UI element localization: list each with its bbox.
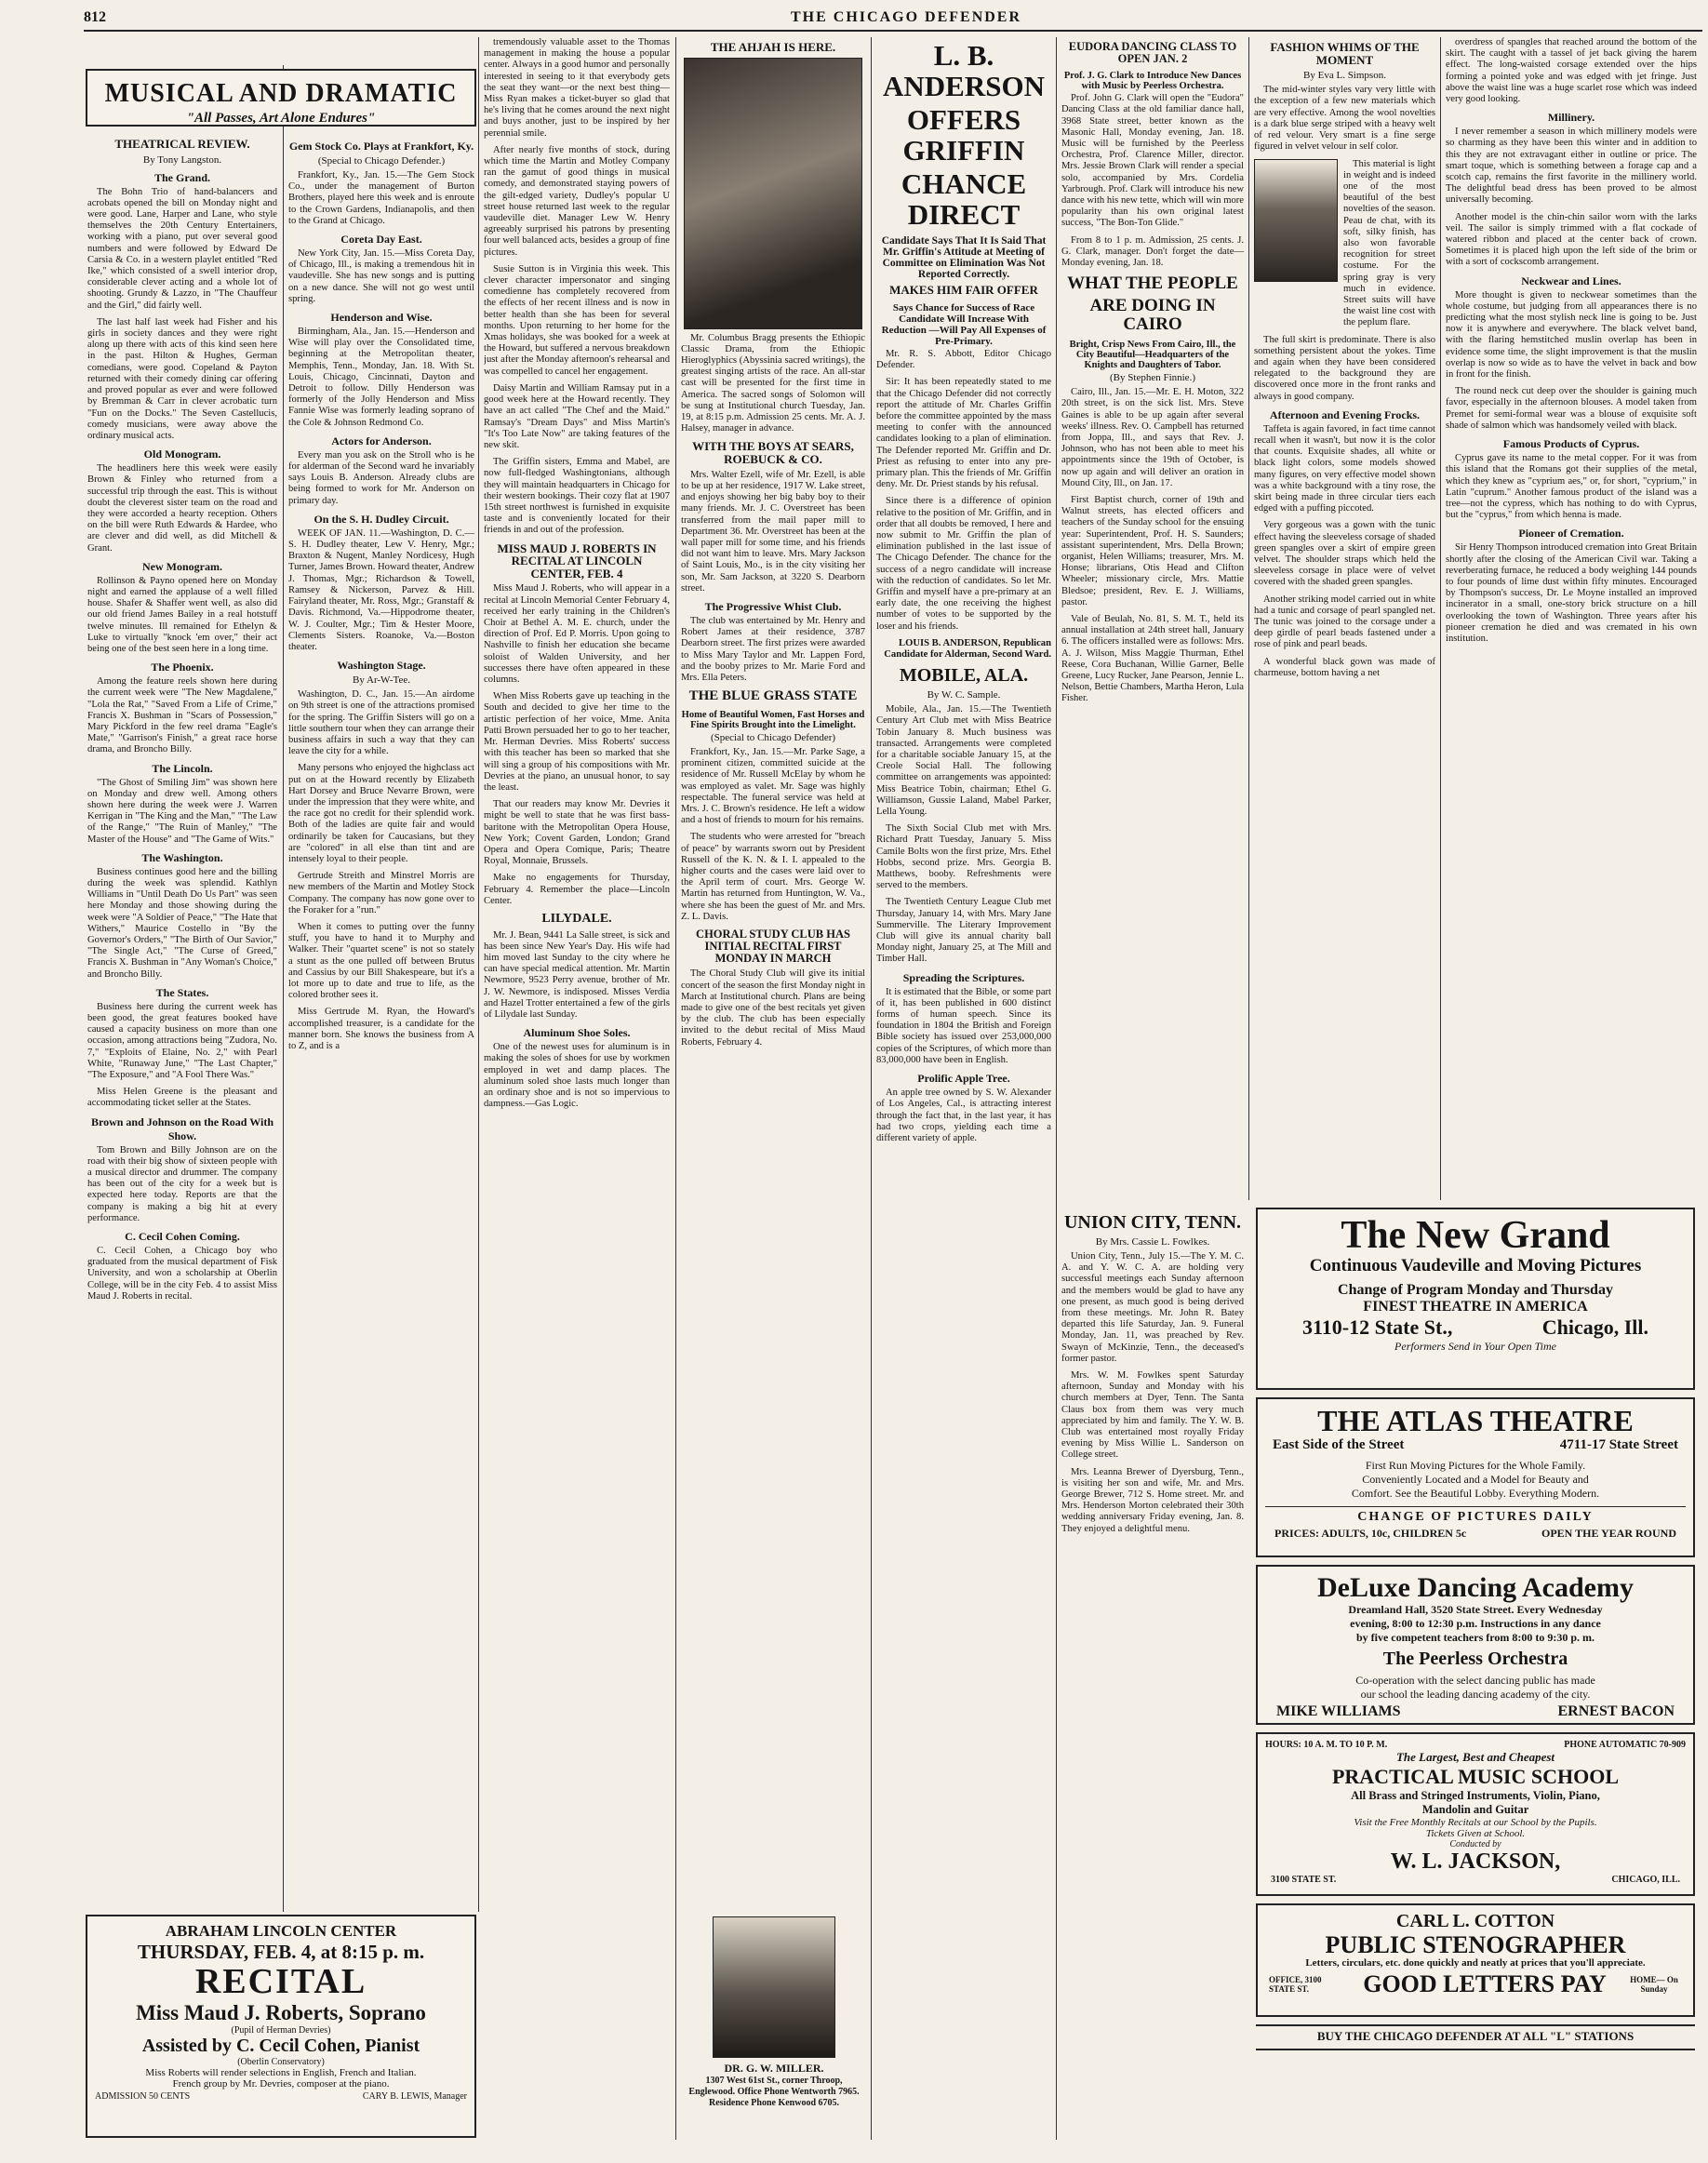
- article-paragraph: tremendously valuable asset to the Thomas management in making the house a popular center. Always in a good humor and personally interested in seeing to it that everybody gets the seat they want—or the next best thing—Miss Ryan makes a ticket-buyer so glad that he's living that he comes around the next night and buys another, just to be inspired by her perennial smile.: [484, 37, 670, 139]
- ad-open: OPEN THE YEAR ROUND: [1541, 1527, 1676, 1541]
- article-paragraph: After nearly five months of stock, during which time the Martin and Motley Company ran the gamut of good things in musical comedy, and demonstrated staying powers of the gilt-edged variety, Dudley's popular U street house returned last week to the regular vaudeville diet. Manager Lew W. Henry agreeably surprised his patrons by presenting four well balanced acts, besides a group of fine pictures.: [484, 144, 670, 258]
- subhead: Neckwear and Lines.: [1521, 274, 1621, 287]
- column-1: [87, 134, 277, 1906]
- article-paragraph: Miss Gertrude M. Ryan, the Howard's accomplished treasurer, is a candidate for the manner born. She knows the business from A to Z, and is a: [288, 1007, 474, 1051]
- ad-name: MIKE WILLIAMS: [1276, 1703, 1401, 1719]
- article-paragraph: Very gorgeous was a gown with the tunic effect having the sleeveless corsage of shaded green spangles over a skirt of empire green velvet. The shoulder straps which held the sleeveless corsage in place were of velvet covered with the shaded green spangles.: [1254, 520, 1435, 588]
- article-paragraph: New York City, Jan. 15.—Miss Coreta Day, of Chicago, Ill., is making a tremendous hit in vaudeville. She has new songs and is putting on a new dance. She will not go west until spring.: [288, 248, 474, 304]
- ad-prices: PRICES: ADULTS, 10c, CHILDREN 5c: [1274, 1527, 1467, 1541]
- byline: By Ar-W-Tee.: [353, 674, 410, 687]
- photo-caption: DR. G. W. MILLER.: [724, 2062, 824, 2075]
- ad-hours: HOURS: 10 A. M. TO 10 P. M.: [1265, 1740, 1388, 1750]
- ad-address-row: [1265, 1437, 1686, 1453]
- article-paragraph: The headliners here this week were easily Brown & Finley who returned from a successful trip through the east. This is without doubt the cleverest sister team on the road and they were accorded a hearty reception. Others on the bill were Ruth Edwards & Hardee, who are clever and did well, as did Mitchell & Grant.: [87, 463, 277, 554]
- ad-line: Conducted by: [1449, 1839, 1501, 1849]
- masthead: [84, 7, 1702, 32]
- article-paragraph: More thought is given to neckwear sometimes than the whole costume, but judging from all appearances there is no predicting what the most stylish neck line is going to be. Just now it is anywhere and everywhere. The black velvet band, with the flaring hemstitched muslin overlap has been in evidence some time, the slight improvement is that the muslin overlap is now so wide as to have the velvet in back and bow in front for the finish.: [1446, 289, 1697, 381]
- ad-line: All Brass and Stringed Instruments, Violin, Piano,: [1351, 1789, 1600, 1802]
- article-paragraph: Cairo, Ill., Jan. 15.—Mr. E. H. Moton, 322 20th street, is on the sick list. Mrs. Steve Gaines is able to be up again after several weeks' illness. Rev. O. Campbell has returned from Joppa, Ill., and says that Rev. J. Johnson, who has not been able to meet his appointments since the 19th of October, is now up again and will deliver an oration in Mound City, Ill., on Jan. 17.: [1061, 387, 1244, 488]
- byline: (By Stephen Finnie.): [1110, 372, 1195, 384]
- ad-title: PRACTICAL MUSIC SCHOOL: [1331, 1765, 1620, 1788]
- article-paragraph: First Baptist church, corner of 19th and Walnut streets, has elected officers and teachers of the Sunday school for the ensuing year: Superintendent, Prof. H. S. Saunders; assistant superintendent, Mrs. Della Brown; organist, Helen Williams; treasurer, Mrs. M. Honse; librarians, Otis Head and Clifton Wheeler; missionary circle, Mrs. Mattie Bledsoe; president, Rev. E. J. Williams, pastor.: [1061, 494, 1244, 608]
- article-paragraph: "The Ghost of Smiling Jim" was shown here on Monday and drew well. Among others shown here during the week were J. Warren Kerrigan in "The King and the Man," "The Law of the Range," "The Ruin of Manley," "The Master of the House" and "The Game of Wits.": [87, 777, 277, 845]
- subhead: Prof. J. G. Clark to Introduce New Dances with Music by Peerless Orchestra.: [1063, 71, 1242, 92]
- newspaper-name: THE CHICAGO DEFENDER: [791, 9, 1022, 25]
- subhead: Millinery.: [1547, 111, 1595, 125]
- column-rule: [871, 37, 872, 2140]
- ad-title: The New Grand: [1341, 1214, 1610, 1257]
- ad-hours-row: [1265, 1740, 1686, 1750]
- deluxe-dancing-ad: [1256, 1565, 1695, 1725]
- recital-date: THURSDAY, FEB. 4, at 8:15 p. m.: [137, 1941, 425, 1963]
- headline: CHANCE DIRECT: [901, 167, 1027, 231]
- subhead: Coreta Day East.: [340, 233, 422, 247]
- headline: THE BLUE GRASS STATE: [688, 688, 858, 704]
- headline: OFFERS GRIFFIN: [902, 103, 1025, 167]
- music-school-ad: [1256, 1732, 1695, 1896]
- ad-line: Visit the Free Monthly Recitals at our School by the Pupils.: [1354, 1817, 1597, 1828]
- subhead: New Monogram.: [142, 559, 222, 573]
- ad-line: our school the leading dancing academy of the city.: [1360, 1688, 1591, 1701]
- subhead: Pioneer of Cremation.: [1518, 527, 1624, 541]
- article-paragraph: Sir Henry Thompson introduced cremation into Great Britain shortly after the closing of the American Civil war. Taking a reverberating furnace, he reduced a body weighing 144 pounds to four pounds of lime dust within fifty minutes. Encouraged by Thompson's success, Dr. Le Moyne installed an improved incinerator in a small, one-story brick structure on a hill overlooking the town of Washington. Three years after his pioneer cremation he died and was cremated in his own institution.: [1446, 542, 1697, 644]
- footer-banner: BUY THE CHICAGO DEFENDER AT ALL "L" STATIONS: [1256, 2024, 1695, 2050]
- byline: By Mrs. Cassie L. Fowlkes.: [1095, 1236, 1210, 1248]
- new-grand-ad: [1256, 1208, 1695, 1390]
- headline: MAKES HIM FAIR OFFER: [889, 283, 1038, 298]
- ahjah-photo: [684, 58, 862, 329]
- subhead: Brown and Johnson on the Road With Show.: [90, 1115, 274, 1142]
- column-8: [1446, 37, 1697, 1195]
- headline: WITH THE BOYS AT SEARS, ROEBUCK & CO.: [692, 439, 854, 467]
- subhead: Henderson and Wise.: [330, 311, 433, 325]
- article-paragraph: WEEK OF JAN. 11.—Washington, D. C.—S. H. Dudley theater, Lew V. Henry, Mgr.; Braxton & Nugent, Manley Nordicesy, Hugh Turner, James Brown. Howard theater, Andrew J. Thomas, Mgr.; Richardson & Towell, Ramsey & Nickerson, Parvez & Hill. Fairyland theater, Mr. Ross, Mgr.; Granstaff & Davis. Richmond, Va.—Hippodrome theater, W. J. Coulter, Mgr.; Tim & Hester Moore, Clements Sisters. Roanoke, Va.—Boston theater.: [288, 527, 474, 652]
- article-paragraph: Vale of Beulah, No. 81, S. M. T., held its annual installation at 24th street hall, January 6. The officers installed were as follows: Mrs. A. J. Wilson, Miss Maggie Thurman, Ethel Reese, Cora Buchanan, Willie Garner, Belle Greene, Lucy Rucker, Jane Pearson, Jennie L. Nelson, Bettie Chambers, Martha Heron, Lula Fisher.: [1061, 613, 1244, 704]
- subhead: The Phoenix.: [151, 661, 214, 674]
- article-paragraph: Mrs. Walter Ezell, wife of Mr. Ezell, is able to be up at her residence, 1917 W. Lake street, and enjoys showing her big baby boy to their many friends. Mr. J. C. Overstreet has been transferred from the mail paper mill to Department 36. Mr. Overstreet has been at the wall paper mill for some time, and his friends did not want him to leave. Mrs. Mary Jackson of Saint Louis, Mo., is in the city visiting her son, Mr. Sam Jackson, at 3220 S. Dearborn street.: [681, 469, 865, 594]
- ad-name: CARL L. COTTON: [1395, 1911, 1555, 1931]
- article-paragraph: That our readers may know Mr. Devries it might be well to state that he was first bass-baritone with the Metropolitan Opera House, New York; Covent Garden, London; Grand Opera and Opera Comique, Paris; Theatre Royal, Monnaie, Brussels.: [484, 799, 670, 867]
- ad-office: OFFICE, 3100 STATE ST.: [1269, 1975, 1322, 1995]
- article-paragraph: Birmingham, Ala., Jan. 15.—Henderson and Wise will play over the Consolidated time, beginning at the Metropolitan theater, Memphis, Tenn., Monday, Jan. 18. With St. Louis, Chicago, Cincinnati, Dayton and Detroit to follow. Dilly Henderson was formerly of the Jolly Henderson and Miss Fannie Wise was formerly leading soprano of the Cole & Johnson Redmond Co.: [288, 327, 474, 428]
- article-paragraph: Mrs. Leanna Brewer of Dyersburg, Tenn., is visiting her son and wife, Mr. and Mrs. George Brewer, 712 S. Home street. Mr. and Mrs. Henderson Morton celebrated their 30th wedding anniversary Friday evening, Jan. 8. They enjoyed a delightful menu.: [1061, 1466, 1244, 1534]
- article-paragraph: overdress of spangles that reached around the bottom of the skirt. The caught with a tassel of jet back giving the harem effect. The long-waisted corsage extended over the hips forming a pointed yoke and was edged with jet fringe. Just above the waist line was a huge scarlet rose which was indeed very good looking.: [1446, 37, 1697, 105]
- ad-city: Chicago, Ill.: [1541, 1315, 1648, 1340]
- article-paragraph: When it comes to putting over the funny stuff, you have to hand it to Murphy and Walker. Their "quartet scene" is not so stately a stunt as the one pulled off between Brutus and Cassius by our Bill Shakespeare, but it's a lot more up to date and true to life, as the colored brother sees it.: [288, 921, 474, 1001]
- article-paragraph: Frankfort, Ky., Jan. 15.—The Gem Stock Co., under the management of Burton Brothers, played here this week and is enroute to the Crown Gardens, Indianapolis, and then to the Grand at Chicago.: [288, 170, 474, 226]
- subhead: Afternoon and Evening Frocks.: [1269, 407, 1421, 421]
- column-rule: [283, 65, 284, 1912]
- column-2: [288, 134, 474, 1906]
- article-paragraph: Another striking model carried out in white had a tunic and corsage of pearl spangled net. The tunic was joined to the corsage under a deep girdle of pearl beads fastened under a rose of pink and pearl beads.: [1254, 594, 1435, 650]
- article-paragraph: Since there is a difference of opinion relative to the position of Mr. Griffin, and in order that all doubts be removed, I here and now submit to Mr. Griffin the plan of elimination published in the last issue of The Chicago Defender. The chance for the success of a negro candidate will increase with the reduction of candidates. So let Mr. Griffin and myself have a pre-primary at an early date, the one receiving the highest number of votes to be supported by the loser and his friends.: [876, 496, 1051, 632]
- subhead: C. Cecil Cohen Coming.: [125, 1230, 240, 1244]
- article-paragraph: Washington, D. C., Jan. 15.—An airdome on 9th street is one of the attractions promised for the spring. The Griffin Sisters will go on a little southern tour when they can arrange their business affairs in such a way that they can leave the city for a while.: [288, 689, 474, 757]
- recital-footer: [95, 2091, 467, 2102]
- subhead: Old Monogram.: [143, 447, 221, 461]
- article-paragraph: It is estimated that the Bible, or some part of it, has been published in 600 distinct forms of human speech. Since its foundation in 1804 the British and Foreign Bible society has issued over 253,000,000 copies of the Scriptures, of which more than 83,000,000 have been in English.: [876, 986, 1051, 1065]
- page-number: 812: [84, 9, 106, 25]
- subhead: The Washington.: [141, 850, 223, 864]
- column-rule: [1440, 37, 1441, 1200]
- article-paragraph: Mobile, Ala., Jan. 15.—The Twentieth Century Art Club met with Miss Beatrice Tobin January 8. Much business was transacted. Arrangements were completed for a charitable sociable January 15, at the Creole Social Hall. The following committee on arrangements was appointed: Miss Beatrice Tobin, chairman; Ethel G. Williamson, Gussie Laland, Mabel Parker, Lella Young.: [876, 704, 1051, 818]
- ad-address: 3100 STATE ST.: [1271, 1875, 1337, 1885]
- dateline-tag: (Special to Chicago Defender.): [317, 155, 446, 167]
- article-paragraph: Cyprus gave its name to the metal copper. For it was from this island that the Romans got their supplies of the metal, which they knew as "cyprium aes," or, for short, "cyprium," in Latin "cuprum." Another famous product of the island was a tree—not the cypress, which has nothing to do with Cyprus, but the "cyprus," from which henna is made.: [1446, 453, 1697, 521]
- byline: By Tony Langston.: [142, 154, 222, 166]
- headline: LILYDALE.: [541, 911, 612, 926]
- column-rule: [1056, 37, 1057, 2140]
- ad-title: THE ATLAS THEATRE: [1317, 1404, 1634, 1437]
- ad-address-row: [1265, 1875, 1686, 1885]
- ad-slogan: GOOD LETTERS PAY: [1363, 1970, 1607, 1998]
- headline: WHAT THE PEOPLE: [1067, 274, 1238, 294]
- recital-admission: ADMISSION 50 CENTS: [95, 2090, 191, 2102]
- article-paragraph: Every man you ask on the Stroll who is he for alderman of the Second ward he invariably says Louis B. Anderson. Already clubs are being formed to work for Mr. Anderson on primary day.: [288, 449, 474, 506]
- article-paragraph: The Choral Study Club will give its initial concert of the season the first Monday night in March at Institutional church. Plans are being made to give one of the best recitals yet given by the club. The club has been especially invited to the debut recital of Miss Maud Roberts, February 4.: [681, 968, 865, 1048]
- ad-line: FINEST THEATRE IN AMERICA: [1363, 1299, 1588, 1315]
- byline: By Eva L. Simpson.: [1303, 70, 1386, 82]
- article-paragraph: Many persons who enjoyed the highclass act put on at the Howard recently by Elizabeth Hart Dorsey and Bruce Nevarre Brown, were under the impression that they were white, and the race got no credit for their splendid work. Both of the ladies are quite fair and would ordinarily be taken for Caucasians, but they are "colored" in all else than tint and are intensely loyal to their people.: [288, 763, 474, 864]
- article-paragraph: Among the feature reels shown here during the current week were "The New Magdalene," "Lola the Rat," "Saved From a Life of Crime," Francis X. Bushman in "Scars of Possession," Mary Pickford in the few reel drama "Eagle's Mate," "Garrison's Finish," a great race horse drama, and Broncho Billy.: [87, 676, 277, 755]
- article-paragraph: Frankfort, Ky., Jan. 15.—Mr. Parke Sage, a prominent citizen, committed suicide at the residence of Mr. Russell McElay by whom he was employed as valet. Mr. Sage was highly respectable. The funeral service was held at Mrs. J. C. Brown's residence. He left a widow and a host of friends to mourn for his remains.: [681, 746, 865, 826]
- ad-city: CHICAGO, ILL.: [1611, 1875, 1680, 1885]
- subhead: Says Chance for Success of Race Candidate Will Increase With Reduction —Will Pay All Expenses of Pre-Primary.: [881, 301, 1047, 347]
- article-paragraph: Mr. J. Bean, 9441 La Salle street, is sick and has been since New Year's Day. His wife had him moved last Sunday to the city where he can have special medical attention. Mr. Martin Newmore, 9523 Perry avenue, brother of Mr. J. W. Newmore, is indisposed. Misses Verdia and Hazel Trotter entertained a few of the girls of Lilydale last Sunday.: [484, 929, 670, 1021]
- article-paragraph: The Bohn Trio of hand-balancers and acrobats opened the bill on Monday night and were good. Lane, Harper and Lane, who style themselves the 20th Century Entertainers, working with a piano, put over several good numbers and were followed by Edward De Carsia & Co. in a western playlet entitled "Red Ike," which consisted of a swell interior drop, considerable clever acting and a whole lot of shooting. Grundy & Lazzo, in "The Chauffeur and the Girl," did fairly well.: [87, 186, 277, 311]
- headline: L. B. ANDERSON: [883, 39, 1045, 102]
- article-paragraph: The club was entertained by Mr. Henry and Robert James at their residence, 3787 Dearborn street. The first prizes were awarded to Miss Mary Taylor and Mr. Lappen Ford, and the booby prizes to Mr. Marie Ford and Mrs. Ella Peters.: [681, 615, 865, 683]
- article-paragraph: An apple tree owned by S. W. Alexander of Los Angeles, Cal., is attracting interest through the fact that, in the last year, it has had two crops, yielding each time a different variety of apple.: [876, 1088, 1051, 1143]
- article-paragraph: I never remember a season in which millinery models were so charming as they have been this winter and in addition to this they are not extravagant either in outline or price. The smart toque, which is something between a forage cap and a scotch cap, remains the first favorite in the millinery world. The delightful bead dress has been proved to be almost universally becoming.: [1446, 127, 1697, 206]
- article-paragraph: One of the newest uses for aluminum is in making the soles of shoes for use by workmen employed in wet and damp places. The aluminum soled shoe lasts much longer than an ordinary shoe and is not so impervious to dampness.—Gas Logic.: [484, 1042, 670, 1110]
- subhead: The Lincoln.: [152, 761, 213, 775]
- article-paragraph: Make no engagements for Thursday, February 4. Remember the place—Lincoln Center.: [484, 873, 670, 906]
- ad-home: HOME— On Sunday: [1630, 1975, 1678, 1995]
- recital-title: RECITAL: [194, 1962, 367, 2001]
- section-motto: "All Passes, Art Alone Endures": [186, 111, 376, 127]
- ad-line: Tickets Given at School.: [1425, 1828, 1526, 1839]
- article-paragraph: The Sixth Social Club met with Mrs. Richard Pratt Tuesday, January 5. Miss Camile Bolts won the first prize, Mrs. Ethel Hobbs, second prize. Mrs. Georgia B. Matthews, booby. Refreshments were served to the members.: [876, 823, 1051, 891]
- article-paragraph: Business here during the current week has been good, the great features booked have caused a capacity business on more than one occasion, among attractions being "Zudora, No. 7," "Exploits of Elaine, No. 2," with Pearl White, "Runaway June," "The Last Chapter," "The Exposure," and "A Fool There Was.": [87, 1001, 277, 1081]
- ad-line: Performers Send in Your Open Time: [1394, 1340, 1556, 1354]
- article-paragraph: Miss Maud J. Roberts, who will appear in a recital at Lincoln Memorial Center February 4, received her early training in the Children's Choir at Bethel A. M. E. church, under the direction of Prof. Ed P. Morris. Upon going to Nashville to finish her education she became soloist of Walden University, and her successes there have often appeared in these columns.: [484, 583, 670, 686]
- section-title: MUSICAL AND DRAMATIC: [104, 79, 458, 108]
- article-paragraph: The full skirt is predominate. There is also something persistent about the yokes. Time and again when they have been considered relegated to the background they are discovered once more in the front ranks and always in good company.: [1254, 334, 1435, 402]
- article-paragraph: When Miss Roberts gave up teaching in the South and decided to give her time to the artistic perfection of her voice, Mme. Anita Patti Brown persuaded her to go to her teacher, Mr. Herman Devries. Miss Roberts' success with this teacher has been so marked that she will sing a group of his compositions with Mr. Devries at the piano, an unusual honor, to say the least.: [484, 691, 670, 793]
- ad-line: Letters, circulars, etc. done quickly and neatly at prices that you'll appreciate.: [1305, 1957, 1646, 1969]
- ad-line: CHANGE OF PICTURES DAILY: [1265, 1506, 1686, 1525]
- section-header: [86, 69, 476, 127]
- column-6-lower: [1061, 1209, 1244, 2138]
- ad-address-row: [1265, 1315, 1686, 1340]
- recital-line: French group by Mr. Devries, composer at the piano.: [172, 2077, 390, 2090]
- article-paragraph: C. Cecil Cohen, a Chicago boy who graduated from the musical department of Fisk University, and won a scholarship at Oberlin College, will be in the city Feb. 4 to assist Miss Maud J. Roberts in recital.: [87, 1246, 277, 1302]
- headline: MOBILE, ALA.: [899, 665, 1029, 687]
- recital-pupil: (Pupil of Herman Devries): [231, 2024, 331, 2036]
- headline: CHORAL STUDY CLUB HAS INITIAL RECITAL FIRST MONDAY IN MARCH: [696, 928, 850, 966]
- recital-manager: CARY B. LEWIS, Manager: [362, 2090, 467, 2102]
- headline: FASHION WHIMS OF THE MOMENT: [1270, 40, 1420, 67]
- byline: By W. C. Sample.: [927, 689, 1001, 701]
- ad-title: PUBLIC STENOGRAPHER: [1325, 1931, 1626, 1958]
- ad-phone: PHONE AUTOMATIC 70-909: [1564, 1740, 1686, 1750]
- miller-photo-block: [683, 1916, 865, 2140]
- ad-line: Mandolin and Guitar: [1421, 1803, 1529, 1816]
- article-paragraph: Another model is the chin-chin sailor worn with the larks veil. The sailor is simply trimmed with a flat cockade of watered ribbon and placed at the center back of crown. Sometimes it is placed high upon the left side of the brim or with a sort of cockscomb arrangement.: [1446, 211, 1697, 268]
- subhead: Candidate Says That It Is Said That Mr. Griffin's Attitude at Meeting of Committee on Elimination Was Not Reported Correctly.: [881, 235, 1047, 281]
- article-paragraph: Prof. John G. Clark will open the "Eudora" Dancing Class at the old familiar dance hall, 3968 State street, better known as the Masonic Hall, Monday evening, Jan. 18. Music will be furnished by the Peerless Orchestra, Prof. Clarence Miller, director. Mrs. Jessie Brown Clark will render a special solo, accompanied by Mrs. Cordelia Yarbrough. Prof. Clark will introduce his new dance with his new tette, which will win more popularity than his own original latest success, "The Bon-Ton Glide.": [1061, 93, 1244, 229]
- recital-ad: [86, 1915, 476, 2138]
- photo-caption-detail: 1307 West 61st St., corner Throop, Englewood. Office Phone Wentworth 7965. Residence Phone Kenwood 6705.: [688, 2076, 860, 2108]
- ad-bottom-row: [1265, 1969, 1686, 2000]
- recital-line: Miss Roberts will render selections in English, French and Italian.: [145, 2066, 417, 2078]
- headline: EUDORA DANCING CLASS TO OPEN JAN. 2: [1068, 40, 1237, 66]
- ad-address: 4711-17 State Street: [1559, 1437, 1678, 1453]
- subhead: Bright, Crisp News From Cairo, Ill., the City Beautiful—Headquarters of the Knights and Daughters of Tabor.: [1069, 340, 1236, 371]
- article-paragraph: Tom Brown and Billy Johnson are on the road with their big show of sixteen people with a musical director and drummer. The company has been out of the city for a week but is expected here today. Reports are that the company is making a big hit at every performance.: [87, 1144, 277, 1223]
- article-paragraph: The students who were arrested for "breach of peace" by warrants sworn out by President Russell of the K. N. & I. I. appealed to the higher courts and the cases were laid over to the April term of court. Mrs. George W. Martin has returned from Huntington, W. Va., where she has been the guest of Mr. and Mrs. Z. L. Davis.: [681, 832, 865, 922]
- recital-oberlin: (Oberlin Conservatory): [237, 2056, 325, 2067]
- article-paragraph: Sir: It has been repeatedly stated to me that the Chicago Defender did not correctly report the attitude of Mr. Charles Griffin before the committee appointed by the mass meeting to confer with the announced candidates looking to a plan of elimination. The Defender reported Mr. Griffin and Dr. Priest as refusing to enter into any pre-primary plan. This the friends of Mr. Griffin deny. Mr. Dr. Priest stands by his refusal.: [876, 377, 1051, 490]
- article-paragraph: Gertrude Streith and Minstrel Morris are new members of the Martin and Motley Stock Company. The company has now gone over to the Foraker for a "run.": [288, 871, 474, 915]
- ad-subtitle: The Largest, Best and Cheapest: [1395, 1750, 1555, 1764]
- ad-line: Comfort. See the Beautiful Lobby. Everything Modern.: [1351, 1487, 1600, 1501]
- subhead: Gem Stock Co. Plays at Frankfort, Ky.: [288, 140, 474, 153]
- ad-line: Change of Program Monday and Thursday: [1338, 1282, 1613, 1299]
- ad-line: First Run Moving Pictures for the Whole Family.: [1365, 1459, 1586, 1473]
- subhead: Home of Beautiful Women, Fast Horses and Fine Spirits Brought into the Limelight.: [681, 709, 865, 730]
- ad-orchestra: The Peerless Orchestra: [1382, 1649, 1568, 1669]
- column-7: [1254, 37, 1435, 1195]
- article-paragraph: The Griffin sisters, Emma and Mabel, are now full-fledged Washingtonians, although they will maintain headquarters in Chicago for their western bookings. Their cozy flat at 1907 15th street northwest is furnished in exquisite taste and is conveniently located for their friends in and out of the profession.: [484, 457, 670, 536]
- headline: UNION CITY, TENN.: [1063, 1212, 1242, 1233]
- column-5: [876, 37, 1051, 2138]
- column-3: [484, 37, 670, 2135]
- column-rule: [675, 37, 676, 2140]
- ad-line: Dreamland Hall, 3520 State Street. Every Wednesday: [1348, 1603, 1603, 1616]
- article-paragraph: A wonderful black gown was made of charmeuse, bottom having a net: [1254, 656, 1435, 678]
- headline: THEATRICAL REVIEW.: [114, 137, 250, 151]
- ad-prices-row: [1265, 1525, 1686, 1542]
- column-4: [681, 37, 865, 2140]
- miller-photo: [713, 1916, 835, 2058]
- signature: LOUIS B. ANDERSON, Republican Candidate for Alderman, Second Ward.: [884, 637, 1051, 660]
- article-paragraph: Miss Helen Greene is the pleasant and accommodating ticket seller at the States.: [87, 1087, 277, 1109]
- article-paragraph: From 8 to 1 p. m. Admission, 25 cents. J. G. Clark, manager. Don't forget the date—Monday evening, Jan. 18.: [1061, 234, 1244, 269]
- recital-singer: Miss Maud J. Roberts, Soprano: [136, 2000, 426, 2024]
- ad-name: ERNEST BACON: [1557, 1703, 1675, 1719]
- ad-subtitle: Continuous Vaudeville and Moving Pictures: [1309, 1256, 1642, 1276]
- article-paragraph: This material is light in weight and is indeed one of the most beautiful of the best novelties of the season. Peau de chat, with its soft, silky finish, has also won favorable recognition for street costume. For the spring gray is very much in evidence. Street suits will have the waist line cost with the peplum flare.: [1343, 158, 1435, 328]
- article-paragraph: Union City, Tenn., July 15.—The Y. M. C. A. and Y. W. C. A. are holding very successful meetings each Sunday afternoon and the members would be glad to have any one present, as much good is being derived from these meetings. Mr. John R. Batey departed this life Saturday, Jan. 9. Funeral Monday, Jan. 11, was preached by Rev. Swayn of McKinzie, Tenn., the deceased's former pastor.: [1061, 1251, 1244, 1364]
- article-paragraph: Rollinson & Payno opened here on Monday night and earned the applause of a well filled house. Shafer & Shaffer went well, as also did our old friend James Bailey in a real hotstuff twelve minutes. Ill remained for Ethelyn & Luke to virtually "knock 'em over," their act being one of the best seen here in a long time.: [87, 575, 277, 654]
- article-paragraph: Mr. R. S. Abbott, Editor Chicago Defender.: [876, 348, 1051, 371]
- stenographer-ad: [1256, 1903, 1695, 2017]
- article-paragraph: Mrs. W. M. Fowlkes spent Saturday afternoon, Sunday and Monday with his church members at Dyer, Tenn. The Santa Claus box from them was very much appreciated by him and family. The Y. W. B. Club was entertained most royally Friday evening by Miss Willie L. Sanderson on College street.: [1061, 1370, 1244, 1461]
- article-paragraph: Business continues good here and the billing during the week was splendid. Kathlyn Williams in "Until Death Do Us Part" was seen here Monday and those showing during the week were "A Soldier of Peace," "The Hate that Withers," Maurice Costello in "By the Governor's Orders," "The Birth of Our Savior," "The Single Act," "The Curse of Greed," Francis X. Bushman in "Any Woman's Choice," and Broncho Billy.: [87, 866, 277, 980]
- article-paragraph: Daisy Martin and William Ramsay put in a good week here at the Howard recently. They have an act called "The Chef and the Maid." Ramsay's "Dream Days" and Miss Martin's "It's Too Late Now" are taking features of the new skit.: [484, 382, 670, 450]
- subhead: Spreading the Scriptures.: [902, 970, 1025, 984]
- article-paragraph: Mr. Columbus Bragg presents the Ethiopic Classic Drama, from the Ethiopic Hieroglyphics (Abyssinia sacred writings), the greatest singing artists of the race. An all-star cast will be presented for the first time in America. The sacred songs of Solomon will be sung at Institutional church Tuesday, Jan. 19, at 8:15 p.m. Admission 25 cents. Mr. A. J. Halsey, manager in advance.: [681, 332, 865, 434]
- column-rule: [478, 37, 479, 1912]
- article-paragraph: The Twentieth Century League Club met Thursday, January 14, with Mrs. Mary Jane Summerville. The Literary Improvement Club will give its annual charity ball Monday night, January 25, at The Mill and Timber Hall.: [876, 897, 1051, 965]
- article-paragraph: The round neck cut deep over the shoulder is gaining much favor, especially in the afternoon blouses. A model taken from Premet for semi-formal wear was a blouse of exquisite soft shade of salmon which was handsomely veiled with black.: [1446, 386, 1697, 431]
- author-portrait: [1254, 159, 1338, 282]
- subhead: Prolific Apple Tree.: [917, 1072, 1010, 1086]
- ad-side: East Side of the Street: [1273, 1437, 1405, 1453]
- ad-line: Conveniently Located and a Model for Beauty and: [1362, 1473, 1589, 1487]
- subhead: Aluminum Shoe Soles.: [523, 1026, 631, 1040]
- headline: MISS MAUD J. ROBERTS IN RECITAL AT LINCOLN CENTER, FEB. 4: [497, 541, 657, 581]
- headline: ARE DOING IN CAIRO: [1089, 296, 1216, 335]
- ad-line: by five competent teachers from 8:00 to 9:30 p. m.: [1355, 1631, 1595, 1644]
- ad-name: W. L. JACKSON,: [1390, 1849, 1561, 1874]
- subhead: Washington Stage.: [337, 659, 426, 673]
- recital-org: ABRAHAM LINCOLN CENTER: [165, 1922, 397, 1940]
- subhead: The Grand.: [153, 170, 210, 184]
- atlas-theatre-ad: [1256, 1397, 1695, 1557]
- subhead: On the S. H. Dudley Circuit.: [314, 512, 449, 526]
- subhead: Actors for Anderson.: [331, 434, 432, 447]
- subhead: The Progressive Whist Club.: [704, 599, 842, 613]
- headline: THE AHJAH IS HERE.: [710, 40, 836, 54]
- article-paragraph: Susie Sutton is in Virginia this week. This clever character impersonator and singing comedienne has completely recovered from the effects of her recent illness and is now in better health than she has been for several months. Upon returning to her home for the Xmas holidays, she was booked for a week at the Howard, but suffered a nervous breakdown just after the Monday afternoon's rehearsal and was compelled to cancel her engagement.: [484, 263, 670, 377]
- column-6: [1061, 37, 1244, 1195]
- ad-line: Co-operation with the select dancing public has made: [1355, 1674, 1595, 1687]
- article-paragraph: Taffeta is again favored, in fact time cannot recall when it wasn't, but now it is the color that counts. Exquisite shades, all white or black light colors, some models showed many figures, on very effective model shown was a white background with a tiny rose, the skirt being made in three circular tiers each edged with a puffing piccoted.: [1254, 423, 1435, 514]
- ad-line: evening, 8:00 to 12:30 p.m. Instructions in any dance: [1350, 1617, 1601, 1630]
- subhead: The States.: [155, 985, 209, 999]
- ad-names-row: [1265, 1702, 1686, 1722]
- article-paragraph: The mid-winter styles vary very little with the exception of a few new materials which are very effective. Among the wool novelties is a dark blue serge striped with a heavy welt of red velour. Very smart is a fine serge figured in velvet velour in self color.: [1254, 85, 1435, 153]
- column-rule: [1248, 37, 1249, 1200]
- ad-title: DeLuxe Dancing Academy: [1317, 1572, 1634, 1603]
- recital-assist: Assisted by C. Cecil Cohen, Pianist: [141, 2035, 420, 2056]
- dateline-tag: (Special to Chicago Defender): [710, 731, 836, 743]
- ad-address: 3110-12 State St.,: [1302, 1315, 1453, 1340]
- subhead: Famous Products of Cyprus.: [1502, 437, 1640, 451]
- article-paragraph: The last half last week had Fisher and his girls in society dances and they were right along up there with acts of this kind seen here in the past. Hilton & Hughes, German comedians, were good. Copeland & Payton returned with their comedy dining car offering and proved popular as ever and were followed by Bremman & Carr in clever acrobatic turn "Fun on the Docks." The Seven Castellucis, comedy musicians, were away above the ordinary musical acts.: [87, 316, 277, 441]
